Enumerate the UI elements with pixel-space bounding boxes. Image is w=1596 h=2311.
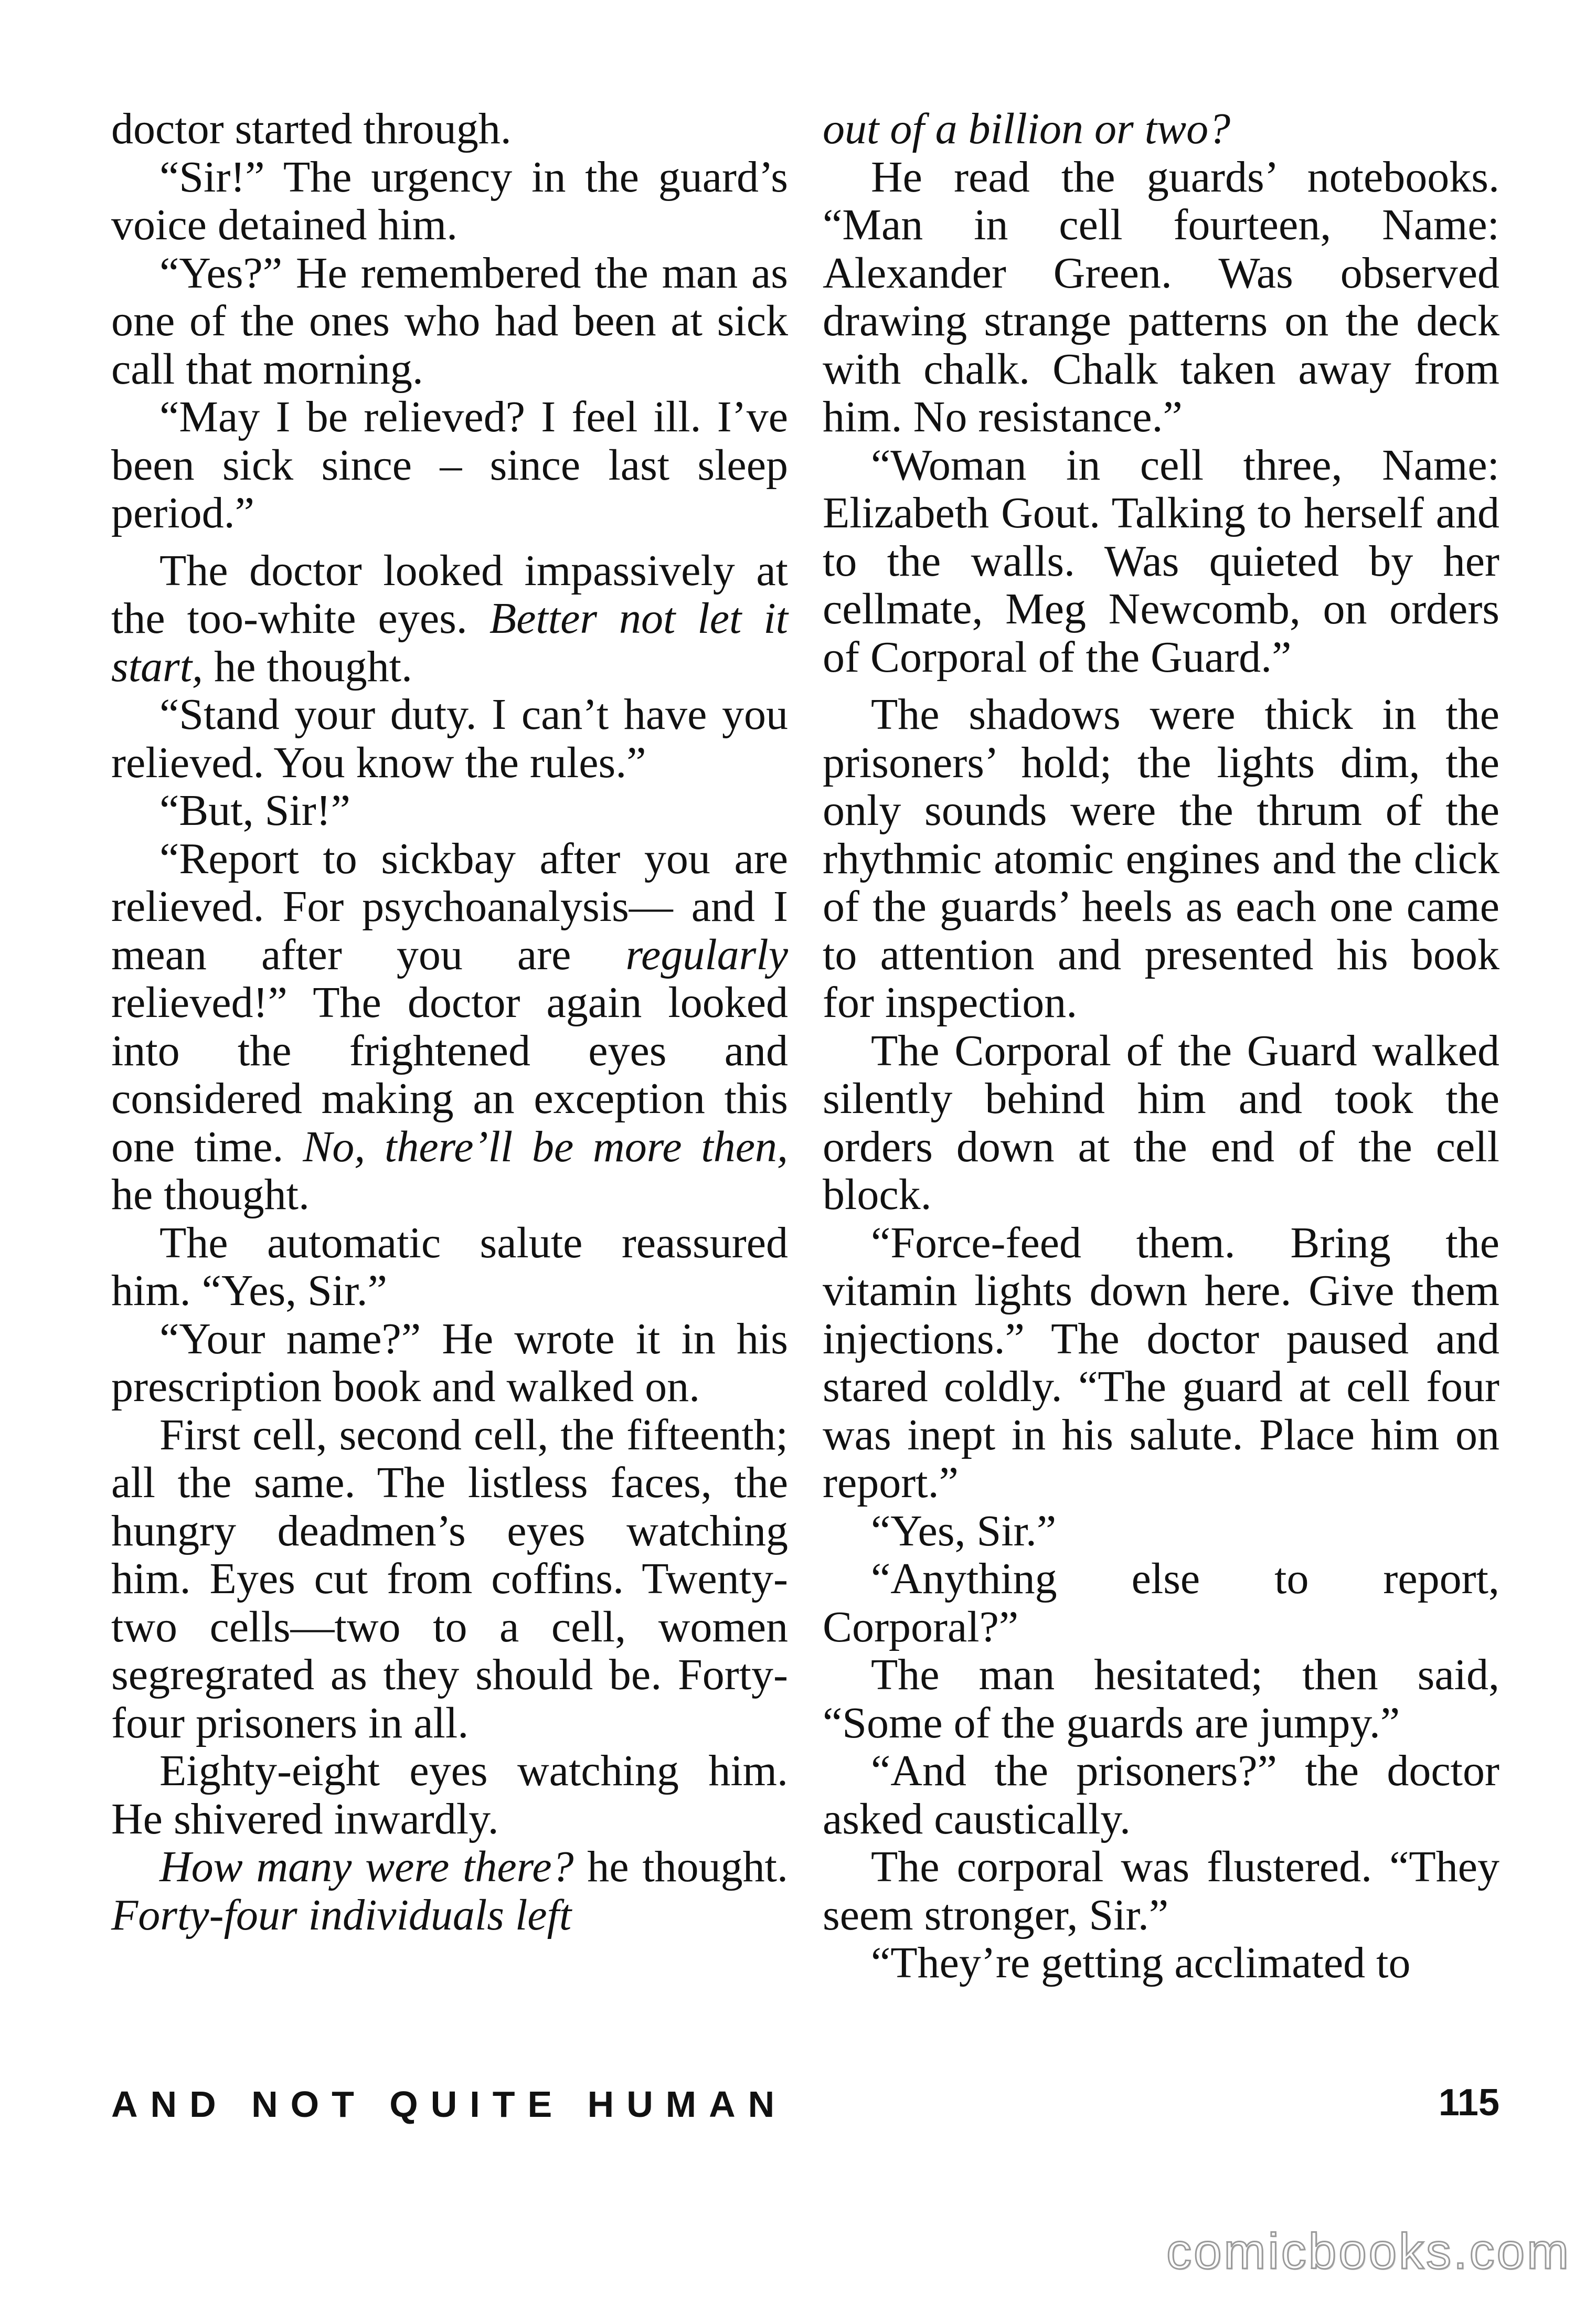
italic-thought: Forty-four individuals left [111, 1890, 572, 1939]
paragraph: doctor started through. [111, 104, 512, 153]
paragraph: “Yes, Sir.” [871, 1506, 1057, 1555]
paragraph: “Sir!” The urgency in the guard’s voice detained him. [111, 152, 788, 249]
paragraph: He read the guards’ notebooks. “Man in cell fourteen, Name: Alexander Green. Was observed drawing strange patterns on the deck with chalk. Chalk taken away from him. No resistance.” [823, 152, 1499, 441]
paragraph: “They’re getting acclimated to [871, 1938, 1411, 1987]
paragraph: Eighty-eight eyes watching him. He shivered inwardly. [111, 1746, 788, 1843]
paragraph: “But, Sir!” [159, 786, 350, 835]
italic-thought: How many were there? [159, 1842, 574, 1891]
site-watermark: comicbooks.com [1166, 2223, 1571, 2280]
paragraph: “And the prisoners?” the doctor asked caustically. [823, 1746, 1499, 1843]
text-run: The doctor looked impassively at the too-white eyes. [111, 546, 788, 643]
paragraph: “Anything else to report, Corporal?” [823, 1554, 1499, 1651]
italic-thought: No, there’ll be more then, [303, 1122, 788, 1171]
italic-thought: Better not let it start, [111, 594, 788, 691]
paragraph: The automatic salute reassured him. “Yes, Sir.” [111, 1218, 788, 1315]
paragraph: “Force-feed them. Bring the vitamin lights down here. Give them injections.” The doctor paused and stared coldly. “The guard at cell four was inept in his salute. Place him on report.” [823, 1218, 1499, 1507]
paragraph: First cell, second cell, the fifteenth; all the same. The listless faces, the hungry deadmen’s eyes watching him. Eyes cut from coffins. Twenty-two cells—two to a cell, women segregrated as they should be. Forty-four prisoners in all. [111, 1410, 788, 1747]
paragraph: “Your name?” He wrote it in his prescription book and walked on. [111, 1314, 788, 1411]
running-footer-title: AND NOT QUITE HUMAN [111, 2084, 788, 2125]
right-text-column [823, 105, 1499, 1987]
paragraph: “Yes?” He remembered the man as one of the ones who had been at sick call that morning. [111, 248, 788, 394]
text-run: relieved!” The doctor again looked into the frightened eyes and considered making an exception this one time. [111, 978, 788, 1171]
text-run: he thought. [573, 1842, 788, 1891]
paragraph [111, 1843, 788, 1939]
paragraph: “Stand your duty. I can’t have you relieved. You know the rules.” [111, 690, 788, 787]
paragraph: The man hesitated; then said, “Some of the guards are jumpy.” [823, 1650, 1499, 1747]
left-text-column [111, 105, 788, 1939]
paragraph: “May I be relieved? I feel ill. I’ve been sick since – since last sleep period.” [111, 393, 788, 537]
paragraph: The shadows were thick in the prisoners’ hold; the lights dim, the only sounds were the thrum of the rhythmic atomic engines and the click of the guards’ heels as each one came to attention and presented his book for inspection. [823, 690, 1499, 1027]
paragraph: “Woman in cell three, Name: Elizabeth Gout. Talking to herself and to the walls. Was quieted by her cellmate, Meg Newcomb, on orders of Corporal of the Guard.” [823, 440, 1499, 682]
text-run: he thought. [111, 1170, 310, 1219]
text-run: “Report to sickbay after you are relieved. For psychoanalysis— and I mean after you are [111, 834, 788, 979]
paragraph: The Corporal of the Guard walked silently behind him and took the orders down at the end of the cell block. [823, 1026, 1499, 1219]
italic-emphasis: regularly [625, 930, 788, 979]
text-run: he thought. [203, 642, 413, 691]
paragraph [111, 835, 788, 1219]
paragraph: out of a billion or two? [823, 104, 1231, 153]
page-number: 115 [1438, 2082, 1499, 2124]
paragraph [111, 547, 788, 691]
paragraph: The corporal was flustered. “They seem stronger, Sir.” [823, 1842, 1499, 1939]
